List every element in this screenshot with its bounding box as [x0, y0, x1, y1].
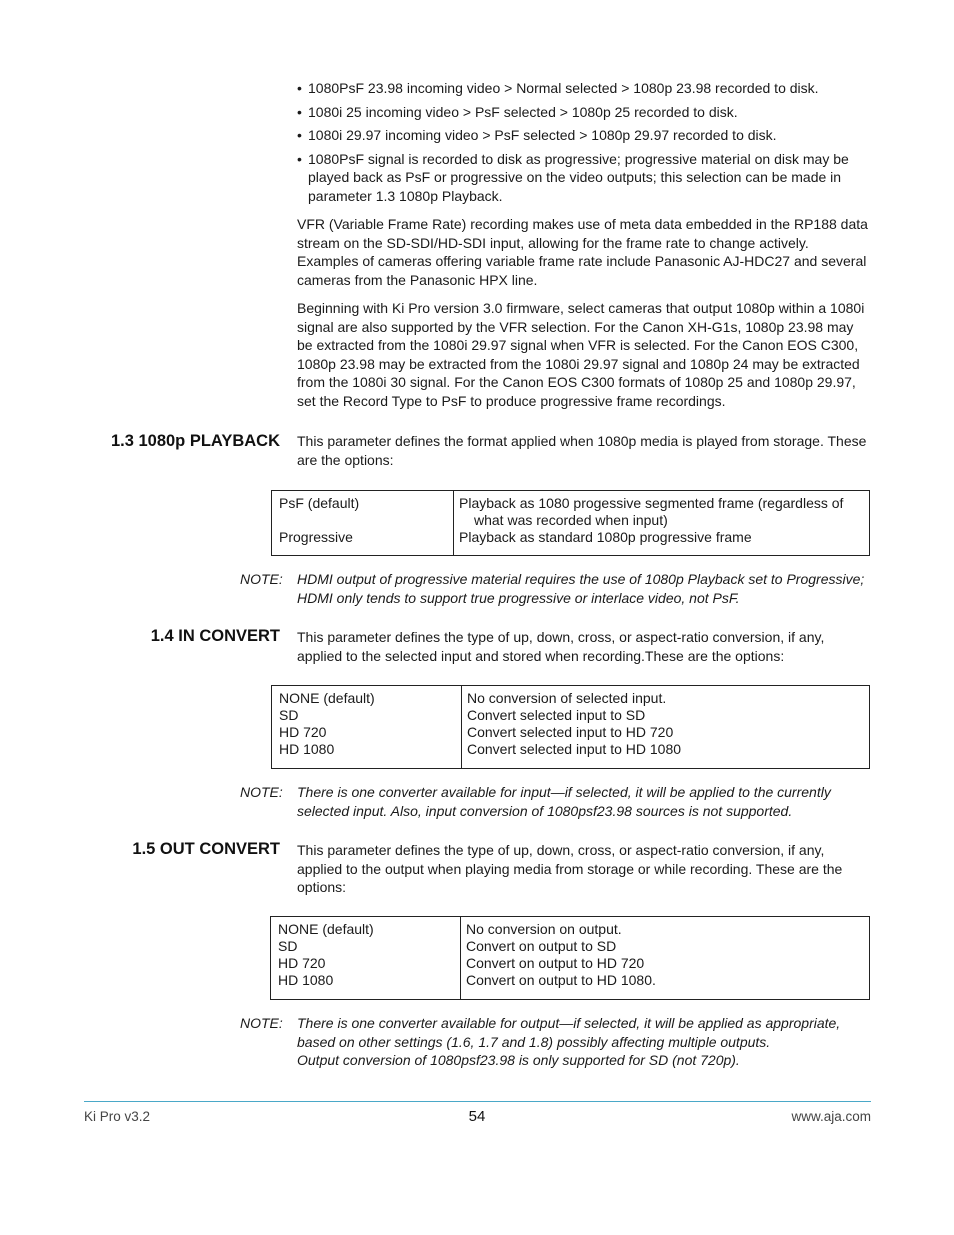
list-item: • 1080i 25 incoming video > PsF selected > 1080p 25 recorded to disk. [297, 103, 872, 122]
table-cell: HD 720 [278, 955, 326, 971]
note-label: NOTE: [240, 571, 283, 587]
playback-options-table [271, 490, 870, 556]
note-line: There is one converter available for output—if selected, it will be applied as appropriate, [297, 1015, 841, 1031]
note-line: selected input. Also, input conversion of 1080psf23.98 sources is not supported. [297, 802, 793, 819]
note-label: NOTE: [240, 1015, 283, 1031]
in-convert-note [297, 783, 872, 820]
table-cell: SD [279, 707, 299, 723]
out-convert-options-table [270, 916, 870, 1000]
page-number: 54 [468, 1108, 486, 1125]
list-item: • 1080i 29.97 incoming video > PsF selected > 1080p 29.97 recorded to disk. [297, 126, 872, 145]
table-cell [279, 512, 446, 529]
table-cell: Convert selected input to SD [467, 707, 646, 723]
table-cell: NONE (default) [278, 921, 374, 937]
in-convert-options-table [271, 685, 870, 769]
table-cell: HD 720 [279, 724, 327, 740]
table-cell: HD 1080 [279, 741, 335, 757]
table-cell: Playback as standard 1080p progressive frame [459, 529, 752, 545]
table-cell: what was recorded when input) [474, 512, 668, 528]
bullet-list [297, 79, 872, 211]
table-cell: PsF (default) [279, 495, 360, 511]
playback-note [297, 570, 872, 607]
table-column-descriptions [462, 686, 869, 768]
section-heading-out-convert: 1.5 OUT CONVERT [132, 840, 280, 858]
note-label: NOTE: [240, 784, 283, 800]
table-column-options [271, 917, 461, 999]
table-cell: Convert selected input to HD 720 [467, 724, 674, 740]
table-cell: Convert selected input to HD 1080 [467, 741, 682, 757]
table-cell: HD 1080 [278, 972, 334, 988]
vfr-paragraph: VFR (Variable Frame Rate) recording makes use of meta data embedded in the RP188 data stream on the SD-SDI/HD-SDI input, allowing for the frame rate to change actively. Examples of cameras offering variable frame rate include Panasonic AJ-HDC27 and several cameras from the Panasonic HPX line. [297, 216, 868, 288]
table-cell: Convert on output to HD 1080. [466, 972, 656, 988]
in-convert-description: This parameter defines the type of up, down, cross, or aspect-ratio conversion, if any, applied to the selected input and stored when recording.These are the options: [297, 629, 825, 664]
note-line: based on other settings (1.6, 1.7 and 1.8) possibly affecting multiple outputs. [297, 1033, 771, 1050]
section-heading-in-convert: 1.4 IN CONVERT [150, 627, 280, 645]
firmware-paragraph: Beginning with Ki Pro version 3.0 firmware, select cameras that output 1080p within a 1080i signal are also supported by the VFR selection. For the Canon XH-G1s, 1080p 23.98 may be extracted from the 1080i 29.97 signal when VFR is selected. For the Canon EOS C300, 1080p 23.98 may be extracted from the 1080i 29.97 signal and 1080p 24 may be extracted from the 1080i 30 signal. For the Canon EOS C300 formats of 1080p 25 and 1080p 29.97, set the Record Type to PsF to produce progressive frame recordings. [297, 300, 865, 409]
table-cell: No conversion on output. [466, 921, 622, 937]
note-line: HDMI output of progressive material requires the use of 1080p Playback set to Progressive; [297, 571, 865, 587]
table-column-descriptions [461, 917, 869, 999]
section-heading-playback: 1.3 1080p PLAYBACK [110, 432, 280, 450]
table-column-descriptions [454, 491, 869, 555]
note-line: There is one converter available for input—if selected, it will be applied to the currently [297, 784, 831, 800]
table-cell: SD [278, 938, 298, 954]
note-line: Output conversion of 1080psf23.98 is only supported for SD (not 720p). [297, 1052, 740, 1069]
out-convert-description: This parameter defines the type of up, down, cross, or aspect-ratio conversion, if any, applied to the output when playing media from storage or while recording. These are the options: [297, 842, 843, 896]
table-column-options [272, 491, 454, 555]
playback-description: This parameter defines the format applied when 1080p media is played from storage. These are the options: [297, 433, 867, 468]
list-item: • 1080PsF 23.98 incoming video > Normal selected > 1080p 23.98 recorded to disk. [297, 79, 872, 98]
table-cell: Progressive [279, 529, 353, 545]
footer-website: www.aja.com [791, 1109, 871, 1124]
table-cell: Convert on output to HD 720 [466, 955, 645, 971]
footer-rule [84, 1101, 871, 1102]
footer-product-version: Ki Pro v3.2 [84, 1109, 151, 1124]
table-column-options [272, 686, 462, 768]
note-line: HDMI only tends to support true progressive or interlace video, not PsF. [297, 589, 740, 606]
out-convert-note [297, 1014, 872, 1070]
table-cell: No conversion of selected input. [467, 690, 667, 706]
table-cell: NONE (default) [279, 690, 375, 706]
table-cell: Playback as 1080 progessive segmented frame (regardless of [459, 495, 844, 511]
list-item: • 1080PsF signal is recorded to disk as progressive; progressive material on disk may be played back as PsF or progressive on the video outputs; this selection can be made in parameter 1.3 1080p Playback. [297, 150, 872, 206]
table-cell: Convert on output to SD [466, 938, 617, 954]
